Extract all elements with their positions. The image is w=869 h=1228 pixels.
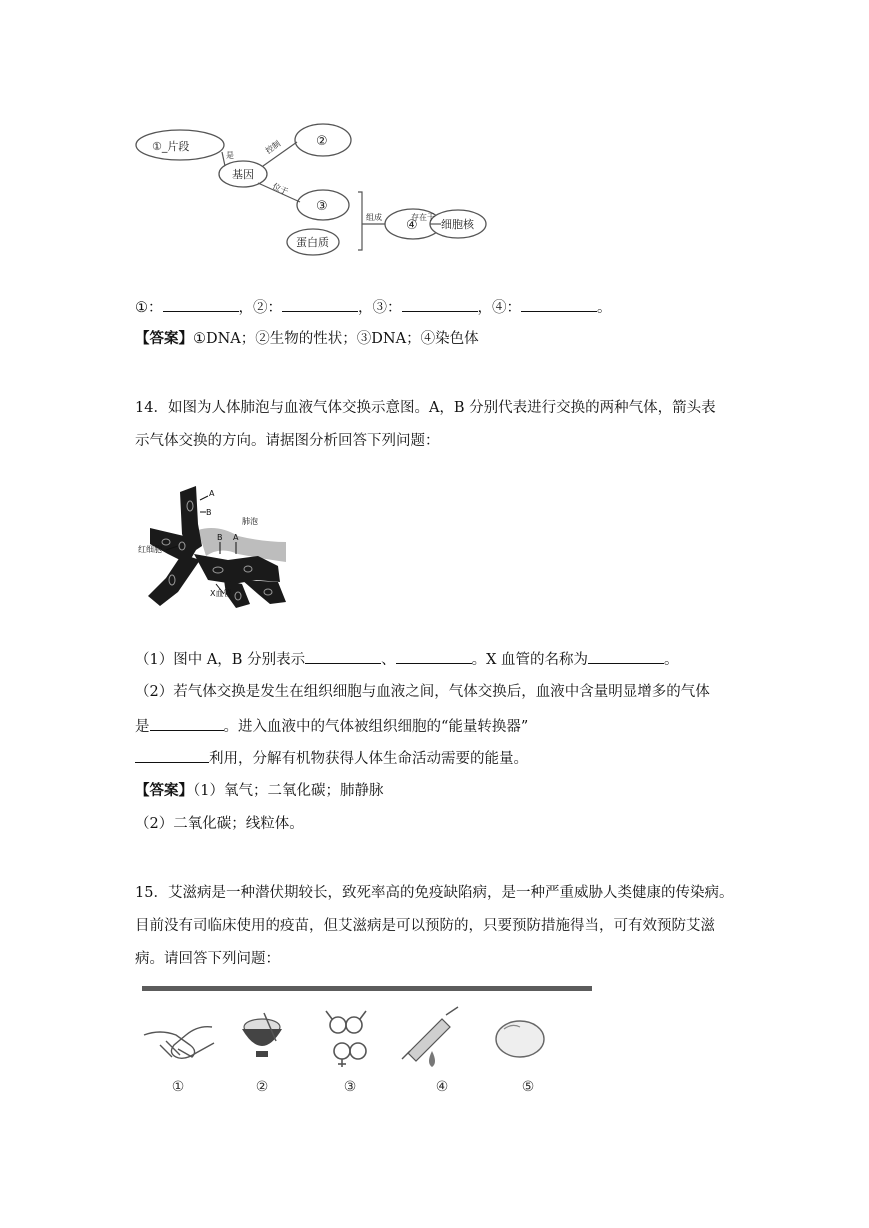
q13-blank-1[interactable] [163,296,239,312]
rice-bowl-icon [242,1013,282,1057]
q14-answer-1: （1）氧气；二氧化碳；肺静脉 [193,783,384,799]
gene-map-nucleus-label: 细胞核 [441,218,474,231]
gene-map-node1-label: ①_片段 [152,140,190,153]
q13-answer-text: ①DNA；②生物的性状；③DNA；④染色体 [193,331,479,347]
q13-answer-label: 【答案】 [135,330,193,347]
q13-label-end: 。 [597,300,612,316]
syringe-icon [402,1007,458,1067]
figure15-label-2: ② [255,1079,269,1095]
q14-answer-label: 【答案】 [135,782,193,799]
gene-map-edge-control: 控制 [263,139,283,156]
q14-blank-organelle[interactable] [135,747,209,763]
figure-label-b2: B [217,533,223,542]
gene-map-edge-is: 是 [226,151,234,160]
q13-blank-4[interactable] [521,296,597,312]
figure-label-alveolus: 肺泡 [242,517,258,526]
q14-blank-x[interactable] [588,648,664,664]
figure-label-rbc: 红细胞 [138,545,162,554]
aids-transmission-figure [140,1005,580,1100]
q14-stem-line-2: 示气体交换的方向。请据图分析回答下列问题： [135,433,440,449]
figure15-label-4: ④ [435,1079,449,1095]
q14-part1-b: 、 [381,652,396,668]
q13-blank-2[interactable] [282,296,358,312]
figure-label-b: B [206,508,212,517]
q14-part1-c: 。X 血管的名称为 [471,652,589,668]
q14-answer-line-2: （2）二氧化碳；线粒体。 [135,816,304,832]
vessel-lower-left [148,554,200,606]
figure-label-a: A [209,489,215,498]
gene-map-protein-label: 蛋白质 [296,236,329,249]
gene-map-edge-compose: 组成 [366,213,382,222]
q14-part1-a: （1）图中 A，B 分别表示 [135,652,306,668]
gene-map-node4-label: ④ [406,218,418,233]
q15-stem-line-3: 病。请回答下列问题： [135,951,280,967]
q14-part2-b-b: 。进入血液中的气体被组织细胞的“能量转换器” [223,719,529,735]
q14-part2-line-2 [135,715,528,737]
gene-map-gene-label: 基因 [232,168,254,181]
q14-answer-line-1 [135,781,383,801]
alveolus-shape [198,528,286,562]
gene-map-node3-label: ③ [316,199,328,214]
q14-blank-gas[interactable] [150,715,224,731]
q14-part2-b-a: 是 [135,719,150,735]
insect-icon [496,1021,544,1057]
q14-part2-c: 利用，分解有机物获得人体生命活动需要的能量。 [209,751,528,767]
q13-blank-3[interactable] [402,296,478,312]
cropped-text-strip [142,986,592,991]
q13-answer [135,329,479,349]
gene-map-node2-label: ② [316,134,328,149]
gender-symbols-icon [326,1011,366,1067]
q15-stem-line-1: 15．艾滋病是一种潜伏期较长，致死率高的免疫缺陷病，是一种严重威胁人类健康的传染病。 [135,885,734,901]
figure15-label-1: ① [171,1079,185,1095]
q14-part2-line-3 [135,747,528,769]
q14-blank-a[interactable] [305,648,381,664]
figure15-label-5: ⑤ [521,1079,535,1095]
alveolus-exchange-figure [138,484,288,612]
q14-stem-line-1: 14．如图为人体肺泡与血液气体交换示意图。A，B 分别代表进行交换的两种气体，箭头表 [135,400,716,416]
q13-label-1: ①： [135,300,163,316]
q13-label-3: ，③： [358,300,402,316]
handshake-icon [144,1027,214,1059]
q14-part2-line-1: （2）若气体交换是发生在组织细胞与血液之间，气体交换后，血液中含量明显增多的气体 [135,684,710,700]
gene-map-edge-located: 位于 [271,181,290,197]
q13-label-2: ，②： [238,300,282,316]
q15-stem-line-2: 目前没有司临床使用的疫苗，但艾滋病是可以预防的，只要预防措施得当，可有效预防艾滋 [135,918,715,934]
figure15-label-3: ③ [343,1079,357,1095]
gene-concept-map [130,120,474,270]
figure-label-a2: A [233,533,239,542]
q14-part1 [135,648,679,670]
q13-label-4: ，④： [477,300,521,316]
q13-fill-line [135,296,612,318]
q14-part1-d: 。 [664,652,679,668]
gene-map-edge-exist: 存在于 [411,213,435,222]
figure-label-vessel: X血管 [210,589,232,598]
q14-blank-b[interactable] [396,648,472,664]
